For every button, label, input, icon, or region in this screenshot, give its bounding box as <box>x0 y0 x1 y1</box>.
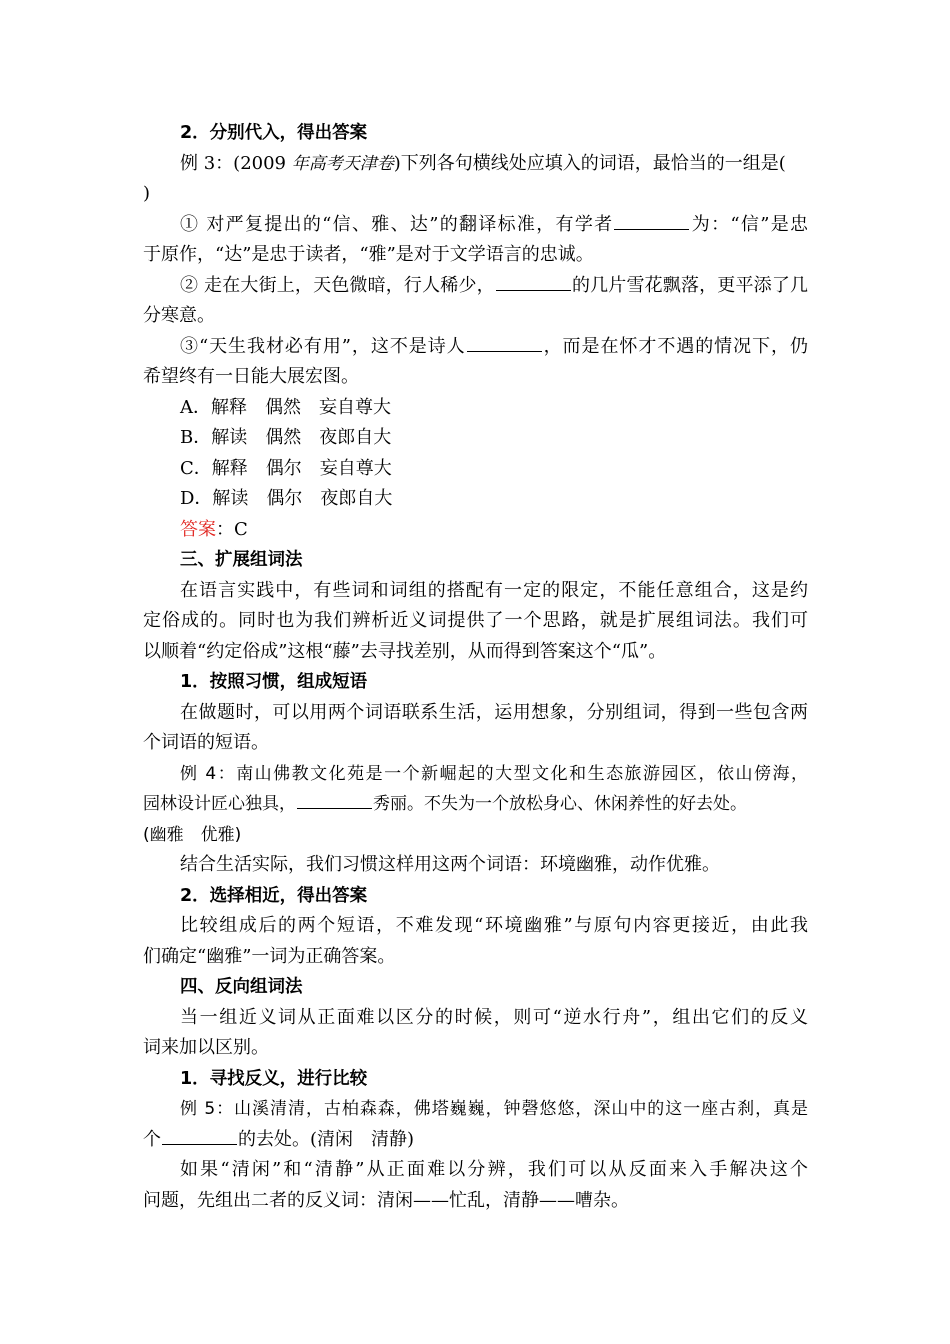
example-3-item-2-cont: 分寒意。 <box>143 305 215 326</box>
answer-label: 答案 <box>180 518 216 540</box>
fill-blank <box>614 213 689 230</box>
example-5-line: 例 5：山溪清清，古柏森森，佛塔巍巍，钟磬悠悠，深山中的这一座古刹，真是 <box>180 1099 808 1119</box>
example-3-item-2: ② 走在大街上，天色微暗，行人稀少， 的几片雪花飘落，更平添了几 <box>180 274 808 296</box>
section-heading: 1．按照习惯，组成短语 <box>180 672 368 692</box>
paragraph-line: 在语言实践中，有些词和词组的搭配有一定的限定，不能任意组合，这是约 <box>180 579 808 601</box>
fill-blank <box>496 274 571 291</box>
part-heading: 三、扩展组词法 <box>180 550 303 570</box>
paragraph-line: 当一组近义词从正面难以区分的时候，则可“逆水行舟”，组出它们的反义 <box>180 1006 808 1028</box>
option-c: C．解释 偶尔 妄自尊大 <box>180 457 392 479</box>
fill-blank <box>467 335 542 352</box>
paragraph-line: 个词语的短语。 <box>143 732 269 753</box>
example-3-prefix: 例 3：(2009 <box>180 152 292 174</box>
section-heading: 1．寻找反义，进行比较 <box>180 1068 368 1089</box>
document-page <box>143 118 808 1216</box>
paragraph-line: 结合生活实际，我们习惯这样用这两个词语：环境幽雅，动作优雅。 <box>180 854 720 875</box>
answer <box>143 515 808 546</box>
paragraph-line: 在做题时，可以用两个词语联系生活，运用想象，分别组词，得到一些包含两 <box>180 701 808 723</box>
example-3-item-1-cont: 于原作，“达”是忠于读者，“雅”是对于文学语言的忠诚。 <box>143 244 594 265</box>
paragraph-line: 比较组成后的两个短语，不难发现“环境幽雅”与原句内容更接近，由此我 <box>180 915 808 936</box>
option-b: B．解读 偶然 夜郎自大 <box>180 427 392 448</box>
paragraph-line: 如果“清闲”和“清静”从正面难以分辨，我们可以从反面来入手解决这个 <box>180 1159 808 1180</box>
option-a: A．解释 偶然 妄自尊大 <box>180 396 391 418</box>
fill-blank <box>162 1128 237 1145</box>
example-4-line: 例 4：南山佛教文化苑是一个新崛起的大型文化和生态旅游园区，依山傍海， <box>180 763 808 784</box>
example-3-item-3: ③“天生我材必有用”，这不是诗人 ，而是在怀才不遇的情况下，仍 <box>180 335 808 357</box>
example-4-options: (幽雅 优雅) <box>143 824 242 845</box>
example-4-line: 园林设计匠心独具， 秀丽。不失为一个放松身心、休闲养性的好去处。 <box>143 794 747 814</box>
paragraph-line: 词来加以区别。 <box>143 1037 269 1058</box>
example-3-item-1: ① 对严复提出的“信、雅、达”的翻译标准，有学者 为：“信”是忠 <box>180 213 809 235</box>
paragraph-line: 问题，先组出二者的反义词：清闲——忙乱，清静——嘈杂。 <box>143 1189 629 1211</box>
example-3-source: 年高考天津卷 <box>291 153 394 174</box>
example-3-item-3-cont: 希望终有一日能大展宏图。 <box>143 366 359 387</box>
paragraph-line: 们确定“幽雅”一词为正确答案。 <box>143 945 396 967</box>
example-3-stem-close: ) <box>143 183 151 204</box>
answer-value: ：C <box>216 518 248 540</box>
paragraph-line: 定俗成的。同时也为我们辨析近义词提供了一个思路，就是扩展组词法。我们可 <box>143 610 808 631</box>
section-heading: 2．分别代入，得出答案 <box>180 123 368 143</box>
part-heading: 四、反向组词法 <box>180 977 303 997</box>
fill-blank <box>297 792 372 809</box>
example-5-line: 个 的去处。(清闲 清静) <box>143 1128 415 1150</box>
example-3-stem <box>143 149 808 180</box>
section-heading: 2．选择相近，得出答案 <box>180 885 368 906</box>
option-d: D．解读 偶尔 夜郎自大 <box>180 488 393 509</box>
example-3-question: )下列各句横线处应填入的词语，最恰当的一组是( <box>393 152 786 174</box>
paragraph-line: 以顺着“约定俗成”这根“藤”去寻找差别，从而得到答案这个“瓜”。 <box>143 640 667 662</box>
